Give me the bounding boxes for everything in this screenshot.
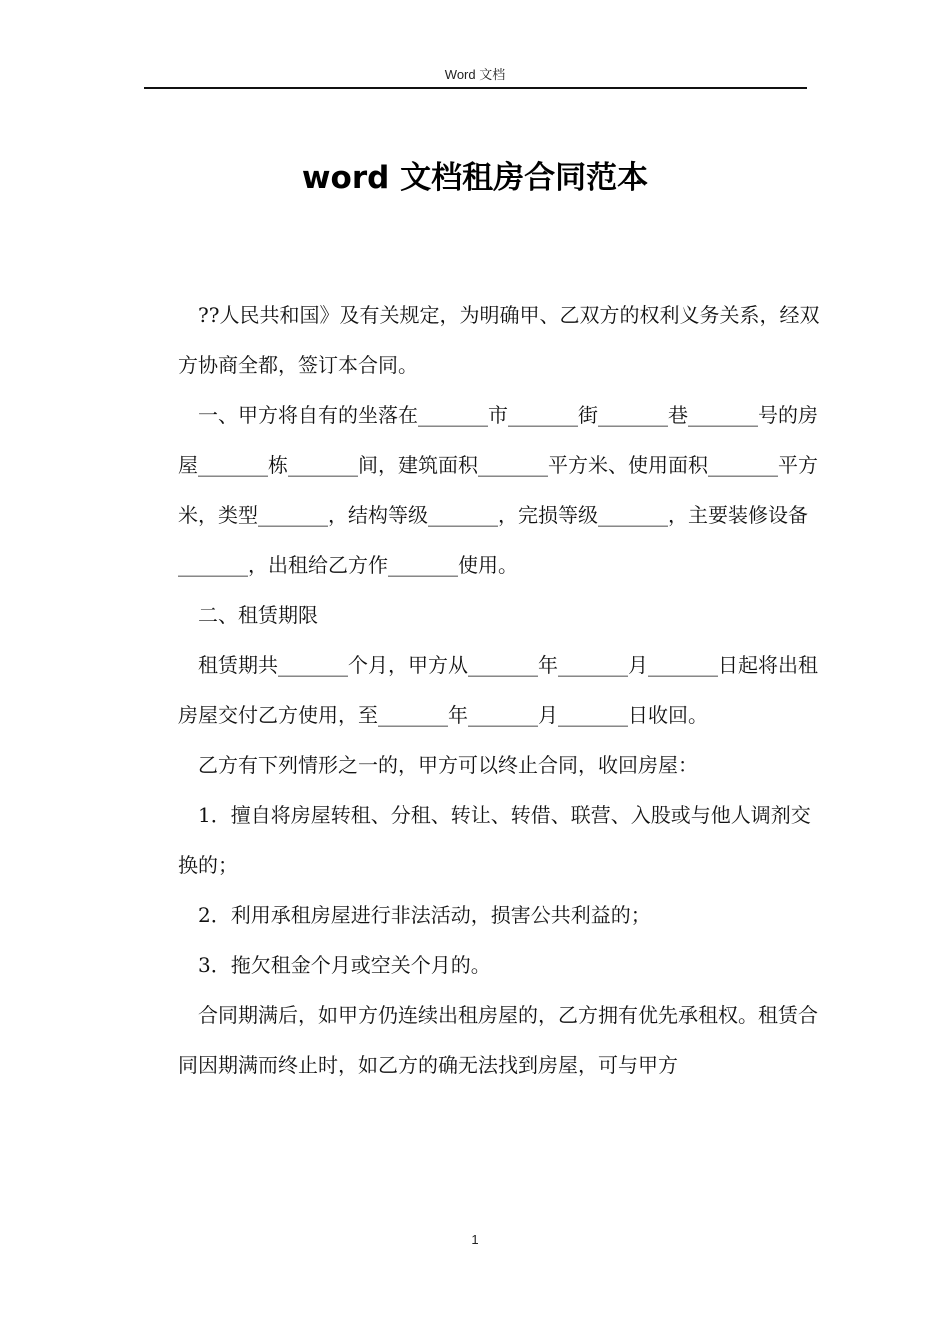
header-rule xyxy=(144,87,807,89)
paragraph-termination-intro: 乙方有下列情形之一的，甲方可以终止合同，收回房屋： xyxy=(198,753,698,777)
paragraph-lease-term: 租赁期共_______个月，甲方从_______年_______月_______日起将出租房屋交付乙方使用，至_______年_______月_______日收回。 xyxy=(178,653,818,727)
document-body xyxy=(178,290,828,1090)
paragraph-preamble: ??人民共和国》及有关规定，为明确甲、乙双方的权利义务关系，经双方协商全都，签订本合同。 xyxy=(178,303,820,377)
paragraph-renewal: 合同期满后，如甲方仍连续出租房屋的，乙方拥有优先承租权。租赁合同因期满而终止时，如乙方的确无法找到房屋，可与甲方 xyxy=(178,1003,818,1077)
paragraph-termination-item-3: 3．拖欠租金个月或空关个月的。 xyxy=(198,953,491,977)
page-number: 1 xyxy=(471,1232,479,1247)
document-title: word 文档租房合同范本 xyxy=(301,160,649,196)
paragraph-termination-item-2: 2．利用承租房屋进行非法活动，损害公共利益的； xyxy=(198,903,651,927)
header-text: Word 文档 xyxy=(444,67,506,82)
paragraph-clause-1: 一、甲方将自有的坐落在_______市_______街_______巷_______号的房屋_______栋_______间，建筑面积_______平方米、使用面积_______平方米，类型_______，结构等级_______，完损等级_______，主要装修设备_______，出租给乙方作_______使用。 xyxy=(178,403,818,577)
paragraph-heading-lease-term: 二、租赁期限 xyxy=(198,603,318,627)
paragraph-termination-item-1: 1．擅自将房屋转租、分租、转让、转借、联营、入股或与他人调剂交换的； xyxy=(178,803,811,877)
